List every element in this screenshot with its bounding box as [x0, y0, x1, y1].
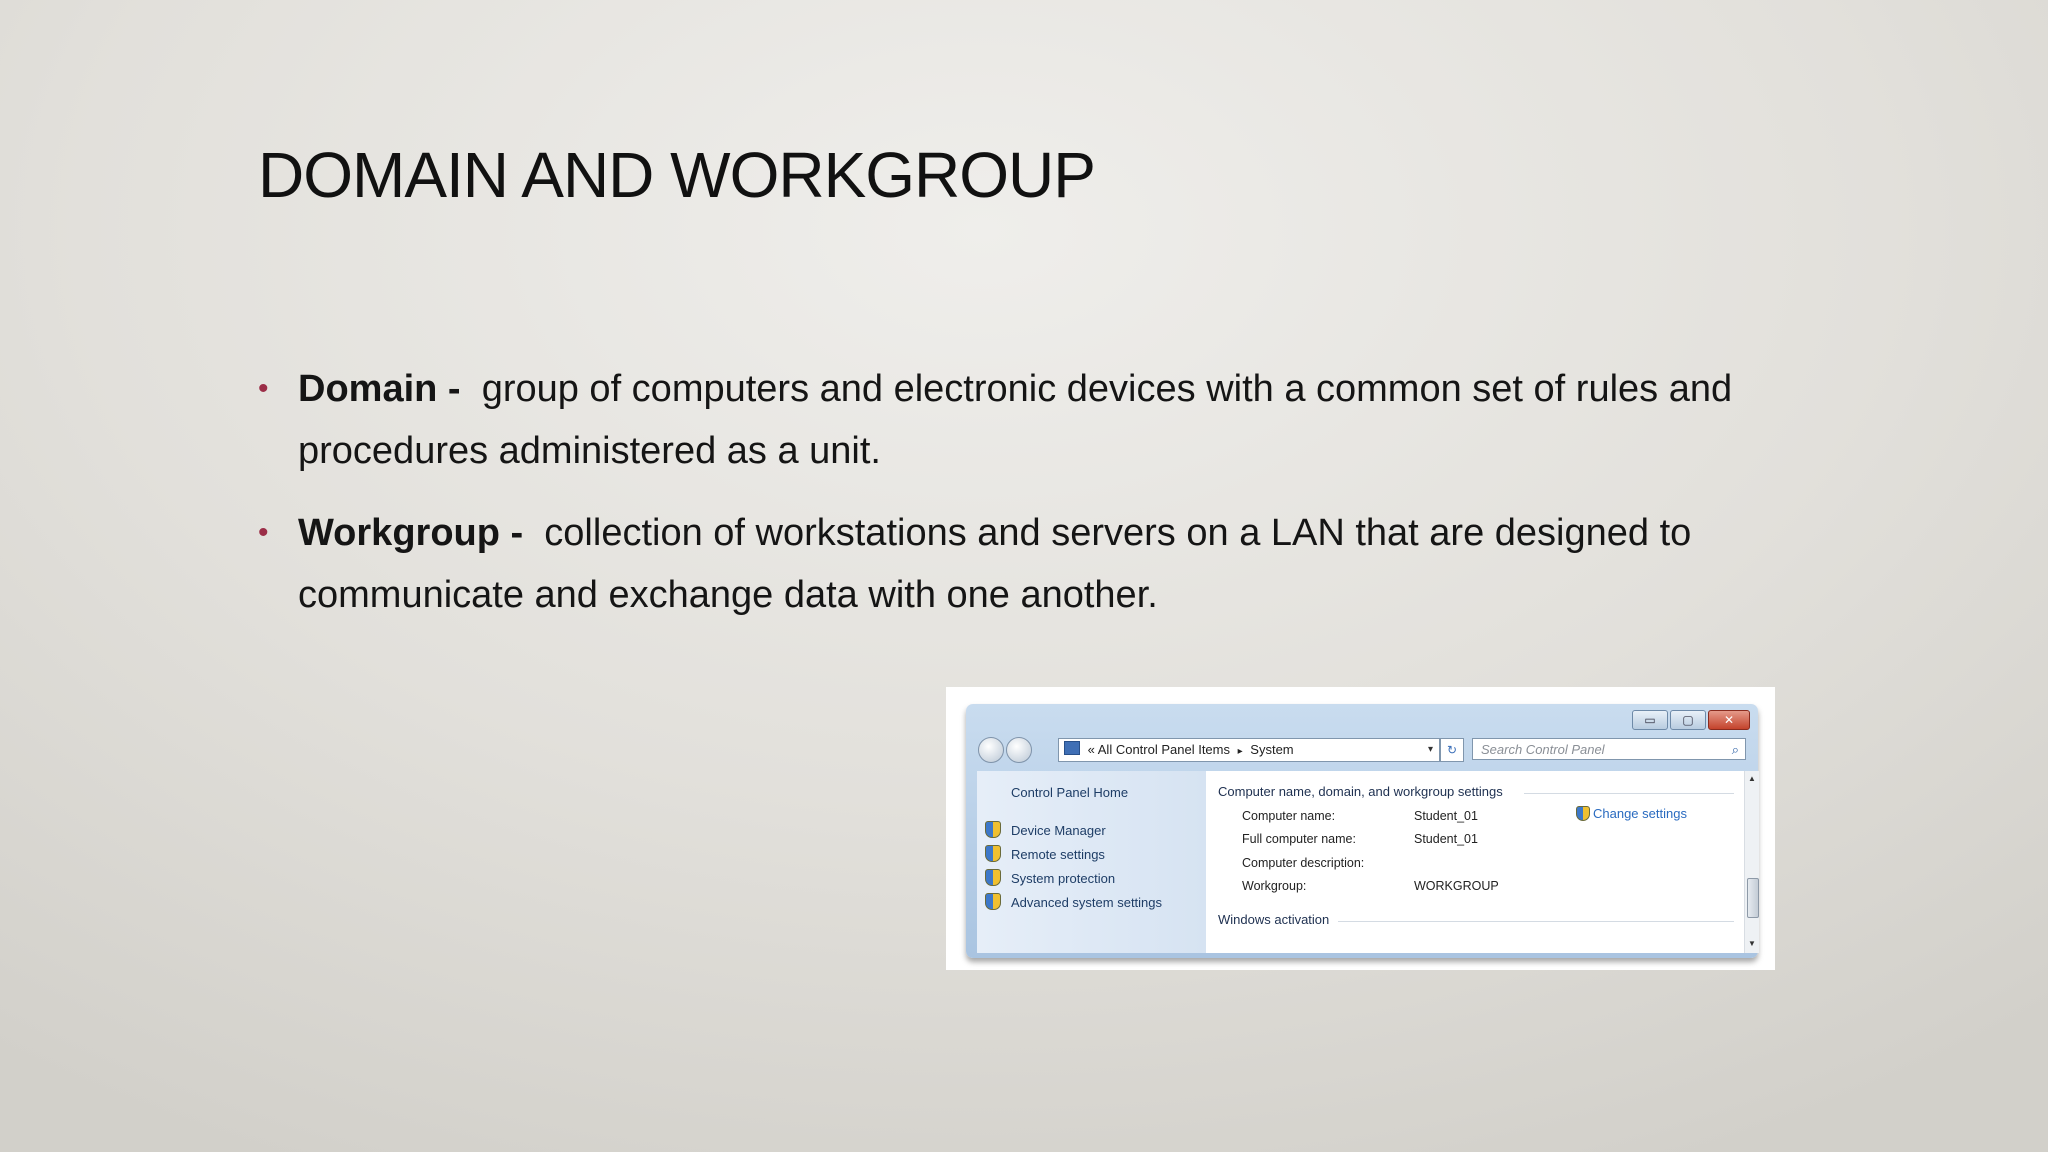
section-title-activation: Windows activation — [1218, 912, 1330, 927]
scroll-up-icon[interactable]: ▲ — [1748, 774, 1756, 783]
address-prefix: « — [1087, 742, 1095, 757]
breadcrumb-separator: ▸ — [1237, 746, 1243, 757]
row-value: Student_01 — [1414, 809, 1478, 823]
sidebar-item-advanced-settings[interactable] — [985, 893, 1162, 910]
bullet-list — [258, 358, 1858, 646]
computer-icon — [1064, 741, 1080, 755]
sidebar-item-label: Remote settings — [1011, 847, 1105, 862]
close-button[interactable]: ✕ — [1708, 710, 1750, 730]
bullet-marker: • — [258, 372, 269, 405]
bullet-domain — [258, 358, 1858, 482]
back-button[interactable] — [978, 737, 1004, 763]
bullet-text: group of computers and electronic devices with a common set of rules and procedures administered as a unit. — [298, 368, 1733, 472]
address-bar[interactable] — [1058, 738, 1440, 762]
shield-icon — [985, 821, 1001, 838]
vertical-scrollbar[interactable] — [1744, 771, 1759, 953]
row-label: Computer description: — [1242, 856, 1365, 870]
section-title: Computer name, domain, and workgroup settings — [1218, 784, 1503, 799]
maximize-button[interactable]: ▢ — [1670, 710, 1706, 730]
sidebar-item-label: Advanced system settings — [1011, 895, 1163, 910]
sidebar-item-home[interactable]: Control Panel Home — [1011, 785, 1129, 800]
scroll-down-icon[interactable]: ▼ — [1748, 939, 1756, 948]
bullet-term: Workgroup - — [298, 512, 524, 554]
chevron-down-icon[interactable]: ▾ — [1427, 744, 1433, 755]
section-divider — [1524, 793, 1734, 794]
system-window-screenshot — [946, 687, 1775, 970]
bullet-text: collection of workstations and servers on a LAN that are designed to communicate and exchange data with one another. — [298, 512, 1692, 616]
change-settings-link[interactable] — [1576, 806, 1687, 821]
breadcrumb-all-items[interactable]: All Control Panel Items — [1097, 742, 1230, 757]
forward-button[interactable] — [1006, 737, 1032, 763]
scrollbar-thumb[interactable] — [1747, 878, 1759, 918]
search-input[interactable] — [1472, 738, 1746, 760]
row-label: Full computer name: — [1242, 832, 1356, 846]
row-label: Workgroup: — [1242, 879, 1307, 893]
system-main-panel — [1206, 771, 1744, 953]
change-settings-label: Change settings — [1593, 806, 1687, 821]
sidebar — [977, 771, 1206, 953]
control-panel-window — [966, 704, 1758, 958]
shield-icon — [1576, 806, 1590, 821]
shield-icon — [985, 869, 1001, 886]
sidebar-item-system-protection[interactable] — [985, 869, 1115, 886]
row-value: WORKGROUP — [1414, 879, 1499, 893]
sidebar-item-device-manager[interactable] — [985, 821, 1106, 838]
window-controls — [1632, 710, 1750, 730]
bullet-workgroup — [258, 502, 1858, 626]
slide-title: DOMAIN AND WORKGROUP — [258, 139, 1095, 211]
search-icon[interactable]: ⌕ — [1731, 742, 1739, 757]
row-value: Student_01 — [1414, 832, 1478, 846]
shield-icon — [985, 893, 1001, 910]
refresh-icon[interactable]: ↻ — [1440, 738, 1464, 762]
breadcrumb-system[interactable]: System — [1250, 742, 1294, 757]
sidebar-item-label: System protection — [1011, 871, 1116, 886]
section-divider — [1338, 921, 1734, 922]
sidebar-item-remote-settings[interactable] — [985, 845, 1105, 862]
shield-icon — [985, 845, 1001, 862]
sidebar-item-label: Device Manager — [1011, 823, 1106, 838]
search-placeholder: Search Control Panel — [1481, 742, 1605, 757]
bullet-term: Domain - — [298, 368, 461, 410]
row-label: Computer name: — [1242, 809, 1336, 823]
minimize-button[interactable]: ▭ — [1632, 710, 1668, 730]
bullet-marker: • — [258, 516, 269, 549]
